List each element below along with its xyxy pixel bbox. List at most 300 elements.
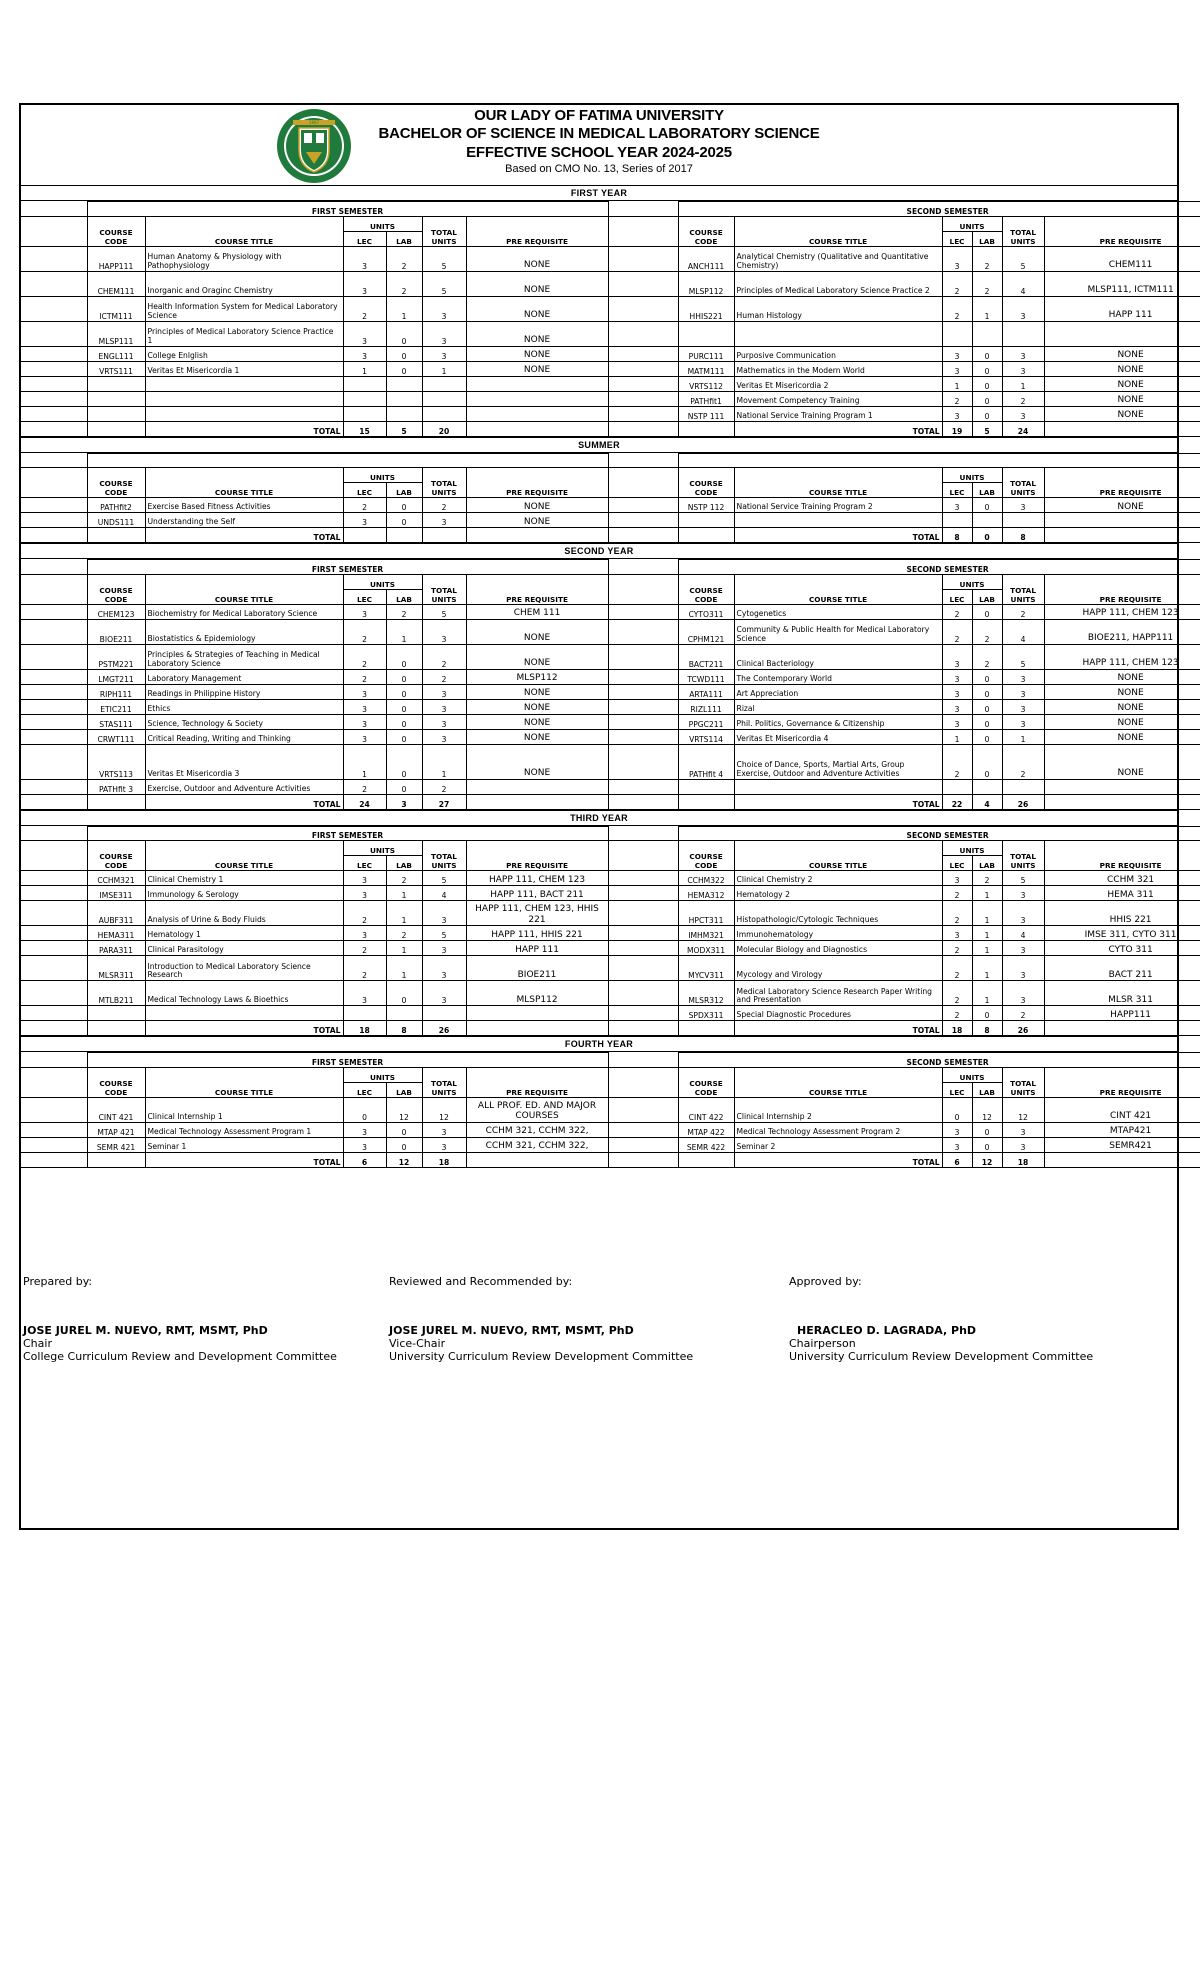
course-title: Principles & Strategies of Teaching in Medical Laboratory Science (145, 644, 343, 669)
course-code: MTAP 422 (678, 1122, 734, 1137)
lec-units: 0 (942, 1097, 972, 1122)
spacer-cell (608, 841, 678, 871)
total-code-cell (87, 794, 145, 809)
course-row (21, 1006, 1200, 1021)
lab-units (386, 376, 422, 391)
course-title: Seminar 2 (734, 1137, 942, 1152)
header-text: COURSE (689, 585, 723, 595)
table-cell (21, 604, 87, 619)
prerequisite: NONE (466, 513, 608, 528)
course-title: Clinical Internship 2 (734, 1097, 942, 1122)
lec-units: 3 (343, 1122, 386, 1137)
course-row (21, 956, 1200, 981)
table-cell (608, 1053, 678, 1068)
signatory-position: Chair (23, 1337, 52, 1350)
course-code-header (678, 1067, 734, 1097)
lec-header: LEC (942, 856, 972, 871)
lab-units: 0 (386, 714, 422, 729)
lab-units: 0 (972, 714, 1002, 729)
prerequisite: BACT 211 (1044, 956, 1200, 981)
spacer-cell (608, 1137, 678, 1152)
total-code-cell (678, 528, 734, 543)
total-units (1002, 513, 1044, 528)
lab-units: 1 (972, 941, 1002, 956)
table-cell (608, 453, 678, 468)
course-code: MLSR312 (678, 981, 734, 1006)
course-code: VRTS113 (87, 744, 145, 779)
course-title (145, 406, 343, 421)
lec-units (343, 1006, 386, 1021)
spacer-cell (608, 1122, 678, 1137)
table-cell (21, 361, 87, 376)
lec-units: 3 (343, 886, 386, 901)
course-title-header: COURSE TITLE (145, 574, 343, 604)
table-cell (21, 779, 87, 794)
table-cell (21, 1021, 87, 1036)
course-row (21, 699, 1200, 714)
lab-units (386, 1006, 422, 1021)
prerequisite-header: PRE REQUISITE (466, 216, 608, 246)
year-heading: FIRST YEAR (21, 186, 1177, 201)
lec-units: 2 (942, 744, 972, 779)
prerequisite: MLSP112 (466, 669, 608, 684)
lab-units: 1 (386, 619, 422, 644)
curriculum-table (21, 826, 1200, 1037)
spacer-cell (608, 1006, 678, 1021)
lec-units: 3 (942, 346, 972, 361)
lec-units: 2 (343, 644, 386, 669)
header-text: CODE (104, 594, 128, 604)
spacer-cell (608, 714, 678, 729)
header-text: TOTAL (1010, 852, 1036, 861)
cmo-basis: Based on CMO No. 13, Series of 2017 (505, 163, 693, 175)
prerequisite: NONE (466, 619, 608, 644)
header-text: COURSE (689, 852, 723, 861)
course-code (678, 779, 734, 794)
course-title: Purposive Communication (734, 346, 942, 361)
total-lec: 15 (343, 421, 386, 436)
total-units: 3 (1002, 346, 1044, 361)
curriculum-table (21, 559, 1200, 810)
total-prereq-cell (1044, 421, 1200, 436)
prerequisite: NONE (1044, 376, 1200, 391)
prerequisite: NONE (1044, 729, 1200, 744)
total-units-header (422, 468, 466, 498)
course-title (145, 376, 343, 391)
course-code-header (87, 1067, 145, 1097)
total-row (21, 528, 1200, 543)
lab-units: 0 (972, 699, 1002, 714)
total-units: 3 (422, 321, 466, 346)
table-cell (21, 271, 87, 296)
total-units: 2 (1002, 604, 1044, 619)
total-label: TOTAL (734, 794, 942, 809)
course-code: MATM111 (678, 361, 734, 376)
table-cell (21, 346, 87, 361)
lab-header: LAB (972, 483, 1002, 498)
course-code: RIZL111 (678, 699, 734, 714)
course-code-header (87, 841, 145, 871)
course-code: UNDS111 (87, 513, 145, 528)
course-title: Veritas Et Misericordia 3 (145, 744, 343, 779)
prerequisite: HAPP 111, CHEM 123 (466, 871, 608, 886)
prerequisite: NONE (466, 321, 608, 346)
lec-units (343, 406, 386, 421)
curriculum-table (21, 1052, 1200, 1168)
lec-header: LEC (942, 1082, 972, 1097)
lab-units: 0 (386, 684, 422, 699)
prerequisite: HAPP 111 (1044, 296, 1200, 321)
course-code (678, 513, 734, 528)
course-code: HAPP111 (87, 246, 145, 271)
total-units: 1 (422, 361, 466, 376)
course-code: BACT211 (678, 644, 734, 669)
table-cell (21, 941, 87, 956)
lec-units: 1 (942, 376, 972, 391)
prerequisite: CCHM 321 (1044, 871, 1200, 886)
total-units: 2 (422, 498, 466, 513)
total-units: 3 (1002, 684, 1044, 699)
table-cell (21, 421, 87, 436)
prerequisite-header: PRE REQUISITE (1044, 841, 1200, 871)
header-text: UNITS (1010, 1087, 1036, 1097)
prerequisite: NONE (466, 246, 608, 271)
spacer-cell (608, 1067, 678, 1097)
semester-label: FIRST SEMESTER (87, 826, 608, 841)
prerequisite: BIOE211, HAPP111 (1044, 619, 1200, 644)
semester-row (21, 1053, 1200, 1068)
spacer-cell (608, 956, 678, 981)
units-header: UNITS (343, 468, 422, 483)
course-title: Laboratory Management (145, 669, 343, 684)
lec-header: LEC (343, 231, 386, 246)
course-code (87, 406, 145, 421)
total-units: 5 (422, 871, 466, 886)
spacer-cell (608, 296, 678, 321)
semester-label: SECOND SEMESTER (678, 826, 1200, 841)
course-title: Histopathologic/Cytologic Techniques (734, 901, 942, 926)
prerequisite: NONE (1044, 699, 1200, 714)
total-units: 2 (1002, 744, 1044, 779)
course-code: TCWD111 (678, 669, 734, 684)
total-prereq-cell (1044, 1152, 1200, 1167)
lec-units: 3 (942, 498, 972, 513)
lec-units: 3 (343, 346, 386, 361)
table-cell (21, 744, 87, 779)
lec-units: 2 (343, 901, 386, 926)
course-row (21, 361, 1200, 376)
svg-text:1967: 1967 (308, 120, 320, 125)
lec-units: 2 (942, 901, 972, 926)
lab-units: 2 (972, 271, 1002, 296)
lec-units: 3 (343, 926, 386, 941)
course-title: Critical Reading, Writing and Thinking (145, 729, 343, 744)
total-units: 3 (1002, 296, 1044, 321)
total-units: 5 (422, 271, 466, 296)
header-row (21, 216, 1200, 231)
lec-header: LEC (942, 483, 972, 498)
prerequisite: BIOE211 (466, 956, 608, 981)
prerequisite: NONE (1044, 684, 1200, 699)
total-label: TOTAL (145, 1152, 343, 1167)
prerequisite: CHEM 111 (466, 604, 608, 619)
lab-units: 1 (972, 956, 1002, 981)
prerequisite (466, 391, 608, 406)
course-row (21, 669, 1200, 684)
table-cell (21, 560, 87, 575)
course-code: PARA311 (87, 941, 145, 956)
prerequisite: NONE (466, 271, 608, 296)
course-row (21, 981, 1200, 1006)
lab-units (972, 513, 1002, 528)
spacer-cell (608, 1152, 678, 1167)
table-cell (21, 684, 87, 699)
header-text: TOTAL (431, 1078, 457, 1088)
spacer-cell (608, 391, 678, 406)
course-code: HEMA312 (678, 886, 734, 901)
header-row (21, 841, 1200, 856)
total-units: 3 (1002, 1137, 1044, 1152)
course-code: VRTS111 (87, 361, 145, 376)
table-cell (21, 956, 87, 981)
total-lab: 12 (386, 1152, 422, 1167)
total-code-cell (678, 1021, 734, 1036)
lec-units: 0 (343, 1097, 386, 1122)
lab-units: 0 (386, 729, 422, 744)
table-cell (21, 1152, 87, 1167)
total-units-header (1002, 1067, 1044, 1097)
spacer-cell (608, 406, 678, 421)
course-code (87, 391, 145, 406)
prerequisite: MLSP111, ICTM111 (1044, 271, 1200, 296)
course-code (678, 321, 734, 346)
course-title: Medical Technology Assessment Program 2 (734, 1122, 942, 1137)
table-cell (21, 901, 87, 926)
lab-units: 2 (386, 926, 422, 941)
total-units: 3 (1002, 714, 1044, 729)
course-title: Exercise, Outdoor and Adventure Activities (145, 779, 343, 794)
lab-units: 0 (972, 1137, 1002, 1152)
total-units: 2 (1002, 391, 1044, 406)
total-prereq-cell (466, 421, 608, 436)
total-units: 5 (422, 604, 466, 619)
total-units: 3 (1002, 361, 1044, 376)
semester-row (21, 202, 1200, 217)
lec-header: LEC (343, 483, 386, 498)
course-code: CPHM121 (678, 619, 734, 644)
spacer-cell (608, 699, 678, 714)
lec-units: 2 (343, 296, 386, 321)
prerequisite: HAPP 111, CHEM 123 (1044, 604, 1200, 619)
total-units: 5 (422, 926, 466, 941)
course-title: Principles of Medical Laboratory Science Practice 1 (145, 321, 343, 346)
total-units: 3 (1002, 886, 1044, 901)
total-lab: 4 (972, 794, 1002, 809)
course-title-header: COURSE TITLE (734, 1067, 942, 1097)
header-text: UNITS (431, 488, 457, 497)
course-code: VRTS112 (678, 376, 734, 391)
signatory-position: Chairperson (789, 1337, 856, 1350)
table-cell (21, 574, 87, 604)
total-row (21, 794, 1200, 809)
course-title: Medical Laboratory Science Research Paper Writing and Presentation (734, 981, 942, 1006)
total-units: 12 (1002, 1097, 1044, 1122)
header-text: TOTAL (1010, 227, 1036, 237)
course-code (87, 376, 145, 391)
table-cell (21, 669, 87, 684)
table-cell (608, 202, 678, 217)
signatory-approved (789, 1275, 1093, 1363)
course-title: Hematology 1 (145, 926, 343, 941)
course-code: MODX311 (678, 941, 734, 956)
lec-units: 2 (343, 669, 386, 684)
course-code: LMGT211 (87, 669, 145, 684)
total-units: 4 (1002, 926, 1044, 941)
total-units: 3 (1002, 699, 1044, 714)
course-code: PURC111 (678, 346, 734, 361)
spacer-cell (608, 619, 678, 644)
course-row (21, 321, 1200, 346)
course-code-header (678, 216, 734, 246)
total-lec: 18 (343, 1021, 386, 1036)
total-units-header (1002, 468, 1044, 498)
course-row (21, 886, 1200, 901)
table-cell (21, 644, 87, 669)
total-code-cell (678, 1152, 734, 1167)
course-row (21, 1137, 1200, 1152)
total-prereq-cell (466, 528, 608, 543)
total-units-sum: 26 (422, 1021, 466, 1036)
prerequisite (466, 376, 608, 391)
lab-units: 2 (386, 271, 422, 296)
lec-units: 3 (343, 1137, 386, 1152)
total-label: TOTAL (145, 528, 343, 543)
course-title: Choice of Dance, Sports, Martial Arts, Group Exercise, Outdoor and Adventure Activities (734, 744, 942, 779)
table-cell (21, 886, 87, 901)
units-header: UNITS (942, 1067, 1002, 1082)
course-code: ETIC211 (87, 699, 145, 714)
table-cell (21, 1122, 87, 1137)
total-units: 3 (1002, 406, 1044, 421)
total-units: 5 (1002, 871, 1044, 886)
course-row (21, 729, 1200, 744)
lec-units: 3 (942, 684, 972, 699)
prerequisite-header: PRE REQUISITE (466, 574, 608, 604)
prerequisite: CCHM 321, CCHM 322, (466, 1122, 608, 1137)
course-title: Understanding the Self (145, 513, 343, 528)
prerequisite-header: PRE REQUISITE (466, 841, 608, 871)
course-code: MLSR311 (87, 956, 145, 981)
total-prereq-cell (466, 794, 608, 809)
lec-units: 2 (942, 956, 972, 981)
signatory-label: Reviewed and Recommended by: (389, 1275, 573, 1288)
total-units-sum: 18 (1002, 1152, 1044, 1167)
course-row (21, 1097, 1200, 1122)
course-title: Art Appreciation (734, 684, 942, 699)
total-lec: 18 (942, 1021, 972, 1036)
lec-units: 2 (343, 498, 386, 513)
total-units-header (422, 841, 466, 871)
lab-units: 1 (386, 296, 422, 321)
total-lab: 0 (972, 528, 1002, 543)
spacer-cell (608, 421, 678, 436)
total-units: 3 (422, 684, 466, 699)
lec-units: 1 (942, 729, 972, 744)
prerequisite: NONE (466, 684, 608, 699)
table-cell (21, 1067, 87, 1097)
total-units: 3 (422, 619, 466, 644)
header-text: TOTAL (431, 479, 457, 488)
prerequisite: NONE (466, 744, 608, 779)
total-lab: 5 (386, 421, 422, 436)
course-code: CCHM321 (87, 871, 145, 886)
spacer-cell (608, 574, 678, 604)
spacer-cell (608, 684, 678, 699)
spacer-cell (608, 604, 678, 619)
course-title: Ethics (145, 699, 343, 714)
course-title: Analytical Chemistry (Qualitative and Quantitative Chemistry) (734, 246, 942, 271)
prerequisite: NONE (466, 699, 608, 714)
prerequisite-header: PRE REQUISITE (1044, 1067, 1200, 1097)
course-title: Human Histology (734, 296, 942, 321)
header-text: COURSE (689, 227, 723, 237)
lec-units: 3 (942, 644, 972, 669)
total-units-sum: 26 (1002, 794, 1044, 809)
course-title (145, 391, 343, 406)
total-units: 2 (1002, 1006, 1044, 1021)
total-lab (386, 528, 422, 543)
lec-units: 3 (343, 729, 386, 744)
course-code: PATHfit 3 (87, 779, 145, 794)
total-units: 3 (422, 729, 466, 744)
prerequisite: CHEM111 (1044, 246, 1200, 271)
total-units: 3 (1002, 669, 1044, 684)
total-lec: 8 (942, 528, 972, 543)
course-title: Molecular Biology and Diagnostics (734, 941, 942, 956)
course-code: STAS111 (87, 714, 145, 729)
course-row (21, 346, 1200, 361)
lab-units: 0 (386, 644, 422, 669)
course-code: ARTA111 (678, 684, 734, 699)
prerequisite: NONE (466, 498, 608, 513)
total-lab: 5 (972, 421, 1002, 436)
course-code: VRTS114 (678, 729, 734, 744)
course-title: Clinical Parasitology (145, 941, 343, 956)
lab-header: LAB (972, 589, 1002, 604)
total-lec: 22 (942, 794, 972, 809)
total-units: 3 (422, 1137, 466, 1152)
lec-units: 3 (942, 669, 972, 684)
lec-units: 3 (343, 271, 386, 296)
lec-header: LEC (942, 231, 972, 246)
course-code: PATHfit1 (678, 391, 734, 406)
course-title: Hematology 2 (734, 886, 942, 901)
course-row (21, 744, 1200, 779)
table-cell (608, 826, 678, 841)
lec-units (942, 779, 972, 794)
spacer-cell (608, 729, 678, 744)
lab-header: LAB (386, 1082, 422, 1097)
spacer-cell (608, 669, 678, 684)
course-code (87, 1006, 145, 1021)
signatory-committee: University Curriculum Review Development Committee (789, 1350, 1094, 1363)
course-title: The Contemporary World (734, 669, 942, 684)
signatory-committee: University Curriculum Review Development Committee (389, 1350, 694, 1363)
lab-units: 0 (386, 699, 422, 714)
lec-units: 2 (942, 1006, 972, 1021)
total-units-header (422, 216, 466, 246)
prerequisite-header: PRE REQUISITE (466, 1067, 608, 1097)
